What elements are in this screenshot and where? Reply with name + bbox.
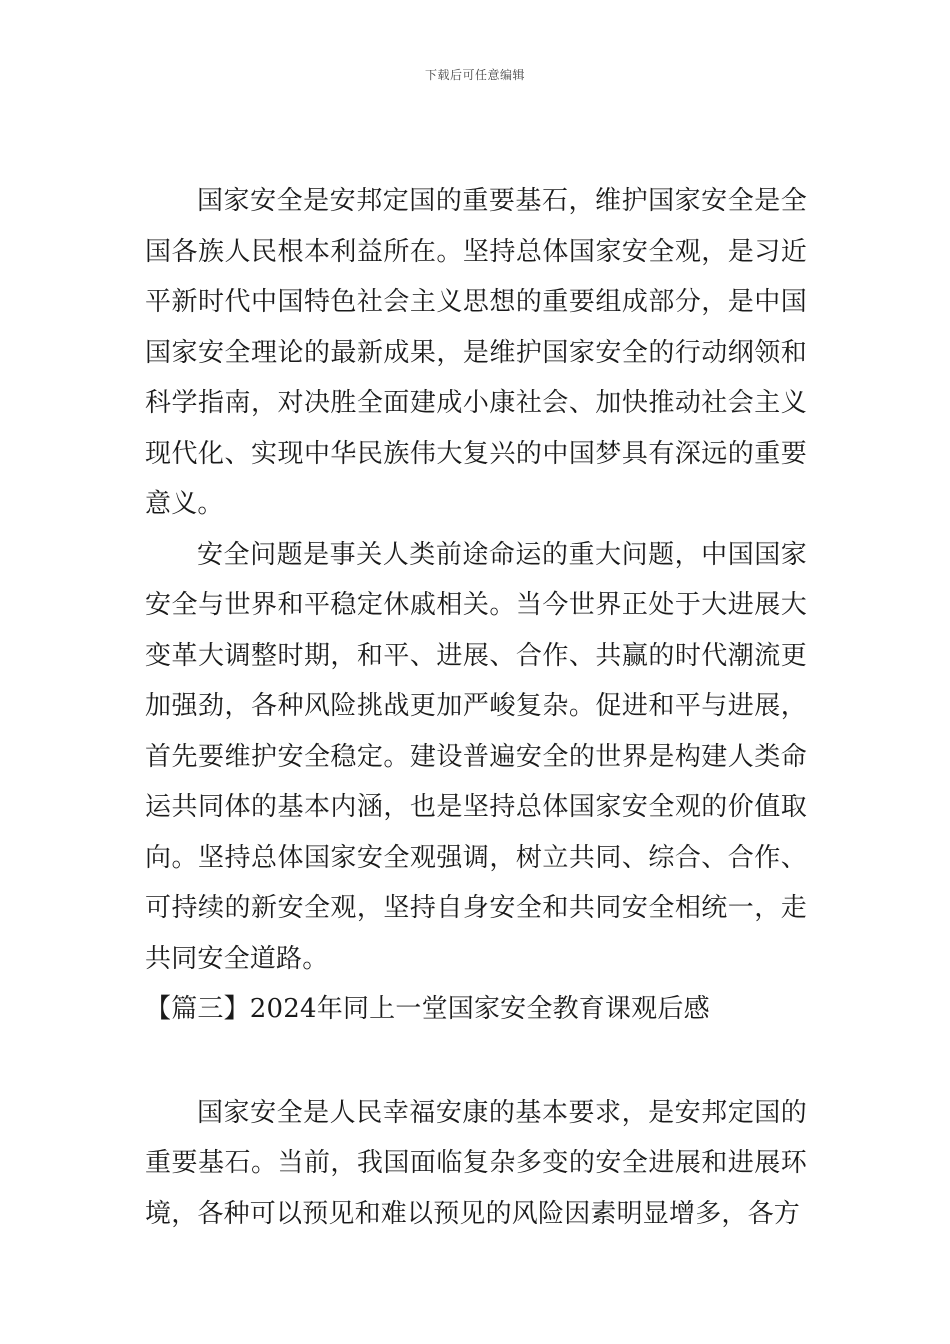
paragraph-1: 国家安全是安邦定国的重要基石，维护国家安全是全国各族人民根本利益所在。坚持总体国家安全观，是习近平新时代中国特色社会主义思想的重要组成部分，是中国国家安全理论的最新成果，是维护国家安全的行动纲领和科学指南，对决胜全面建成小康社会、加快推动社会主义现代化、实现中华民族伟大复兴的中国梦具有深远的重要意义。 [145, 186, 807, 519]
document-body [145, 176, 807, 1239]
section-spacer [145, 1035, 807, 1088]
paragraph-2: 安全问题是事关人类前途命运的重大问题，中国国家安全与世界和平稳定休戚相关。当今世界正处于大进展大变革大调整时期，和平、进展、合作、共赢的时代潮流更加强劲，各种风险挑战更加严峻复杂。促进和平与进展，首先要维护安全稳定。建设普遍安全的世界是构建人类命运共同体的基本内涵，也是坚持总体国家安全观的价值取向。坚持总体国家安全观强调，树立共同、综合、合作、可持续的新安全观，坚持自身安全和共同安全相统一，走共同安全道路。 [145, 539, 807, 974]
page-header: 下载后可任意编辑 [424, 68, 525, 82]
paragraph-3: 国家安全是人民幸福安康的基本要求，是安邦定国的重要基石。当前，我国面临复杂多变的安全进展和进展环境，各种可以预见和难以预见的风险因素明显增多，各方 [145, 1097, 807, 1229]
section-heading: 【篇三】2024年同上一堂国家安全教育课观后感 [145, 994, 710, 1024]
